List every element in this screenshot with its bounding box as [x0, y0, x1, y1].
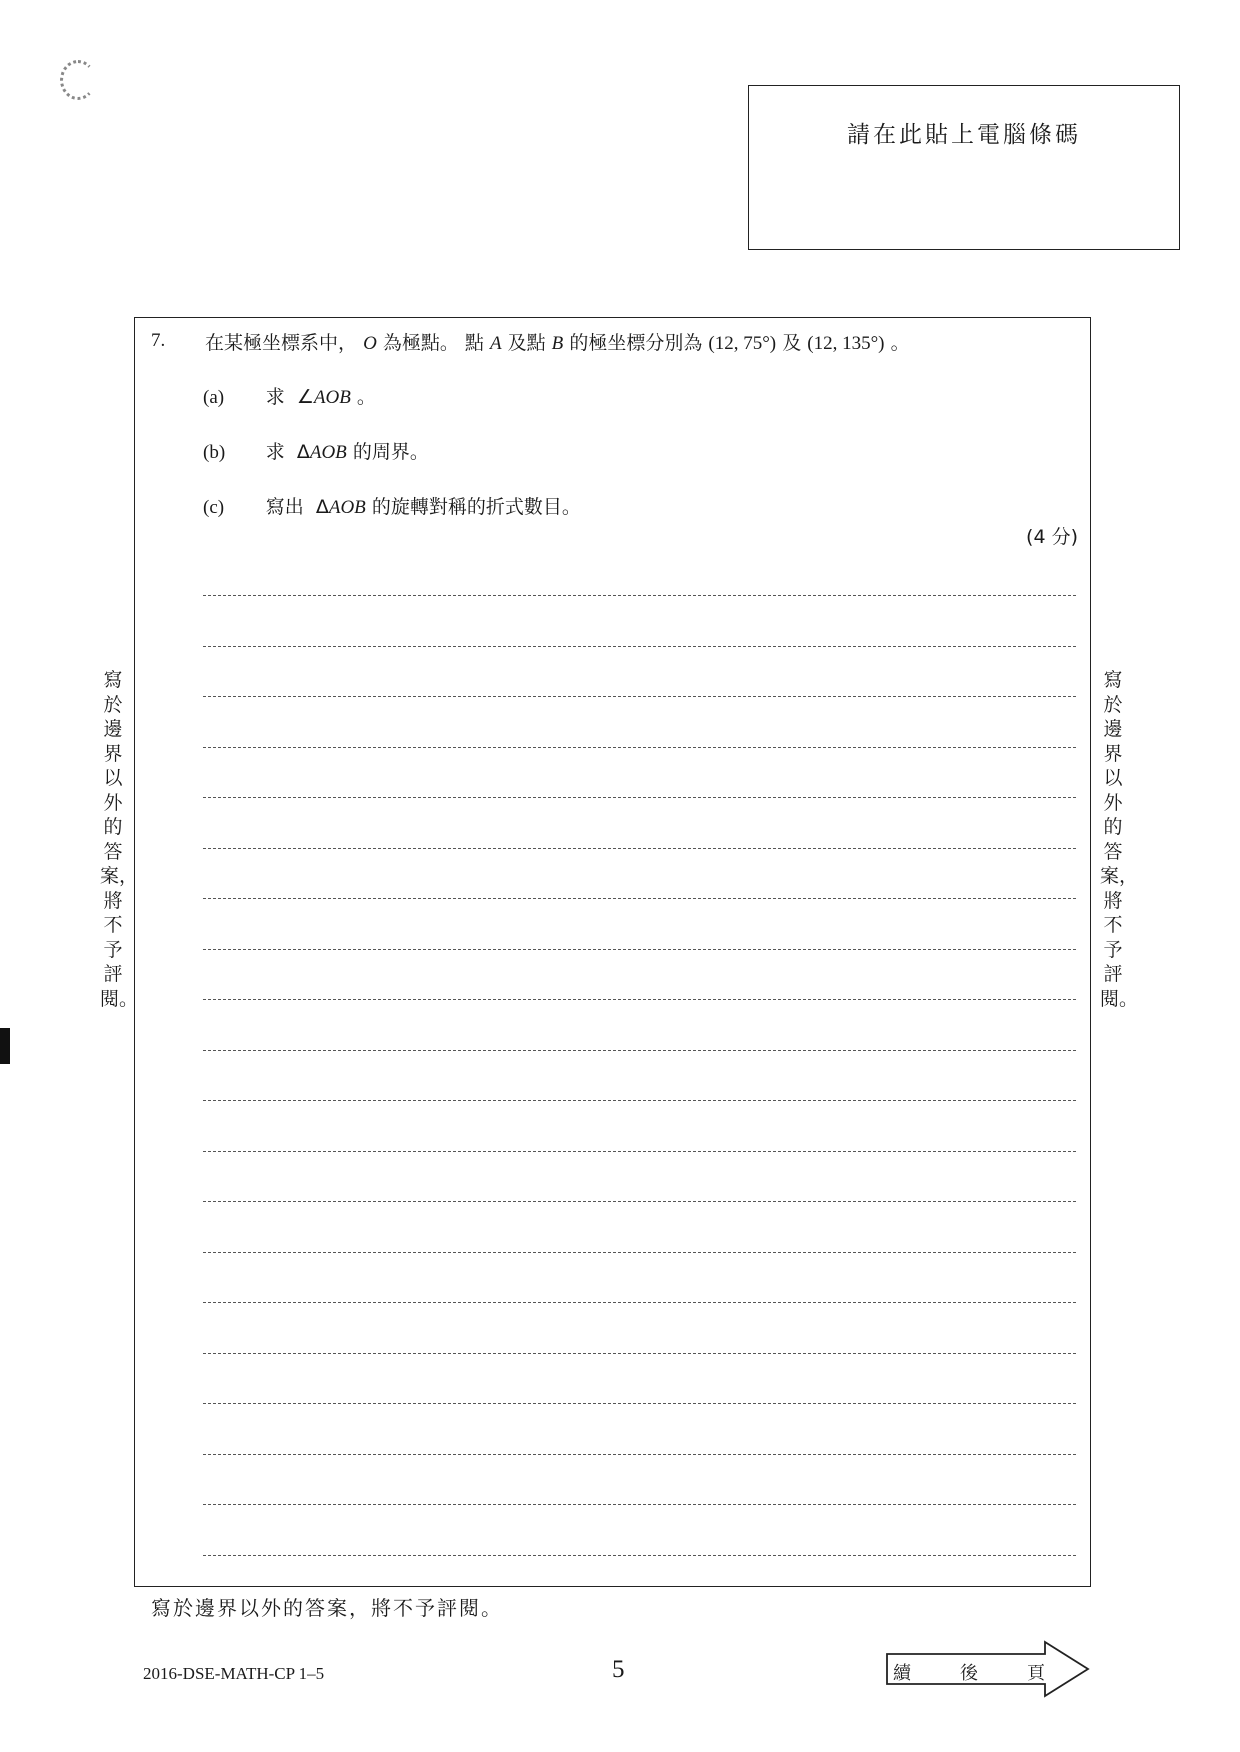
question-part-a: (a) 求 ∠AOB 。	[203, 386, 376, 408]
answer-line	[203, 999, 1076, 1000]
continue-arrow	[885, 1640, 1090, 1698]
continue-label: 續 後 頁	[893, 1663, 1045, 1684]
answer-box	[134, 317, 1091, 1587]
answer-line	[203, 949, 1076, 950]
answer-line	[203, 747, 1076, 748]
question-part-b: (b) 求 ΔAOB 的周界。	[203, 441, 429, 463]
answer-line	[203, 696, 1076, 697]
answer-line	[203, 1050, 1076, 1051]
marks-label: (4 分)	[1026, 526, 1078, 548]
left-margin-note: 寫於邊界以外的答案，將不予評閱。	[100, 669, 139, 1010]
answer-line	[203, 1504, 1076, 1505]
answer-line	[203, 797, 1076, 798]
barcode-box	[748, 85, 1180, 250]
answer-line	[203, 1100, 1076, 1101]
answer-line	[203, 595, 1076, 596]
answer-line	[203, 898, 1076, 899]
barcode-label: 請在此貼上電腦條碼	[847, 122, 1081, 148]
answer-line	[203, 1201, 1076, 1202]
question-stem: 在某極坐標系中， O 為極點。 點 A 及點 B 的極坐標分別為 (12, 75°) 及 (12, 135°) 。	[205, 332, 910, 354]
registration-mark	[0, 1028, 10, 1064]
bottom-margin-note: 寫於邊界以外的答案，將不予評閱。	[151, 1596, 503, 1620]
answer-line	[203, 646, 1076, 647]
answer-line	[203, 1555, 1076, 1556]
answer-line	[203, 1454, 1076, 1455]
question-number: 7.	[151, 330, 166, 351]
answer-line	[203, 1151, 1076, 1152]
answer-line	[203, 1252, 1076, 1253]
scan-mark	[60, 60, 96, 100]
question-part-c: (c) 寫出 ΔAOB 的旋轉對稱的折式數目。	[203, 496, 581, 518]
answer-line	[203, 848, 1076, 849]
answer-line	[203, 1302, 1076, 1303]
right-margin-note: 寫於邊界以外的答案，將不予評閱。	[1100, 669, 1139, 1010]
page-number: 5	[612, 1656, 625, 1683]
answer-line	[203, 1403, 1076, 1404]
paper-code: 2016-DSE-MATH-CP 1–5	[143, 1664, 325, 1683]
answer-line	[203, 1353, 1076, 1354]
